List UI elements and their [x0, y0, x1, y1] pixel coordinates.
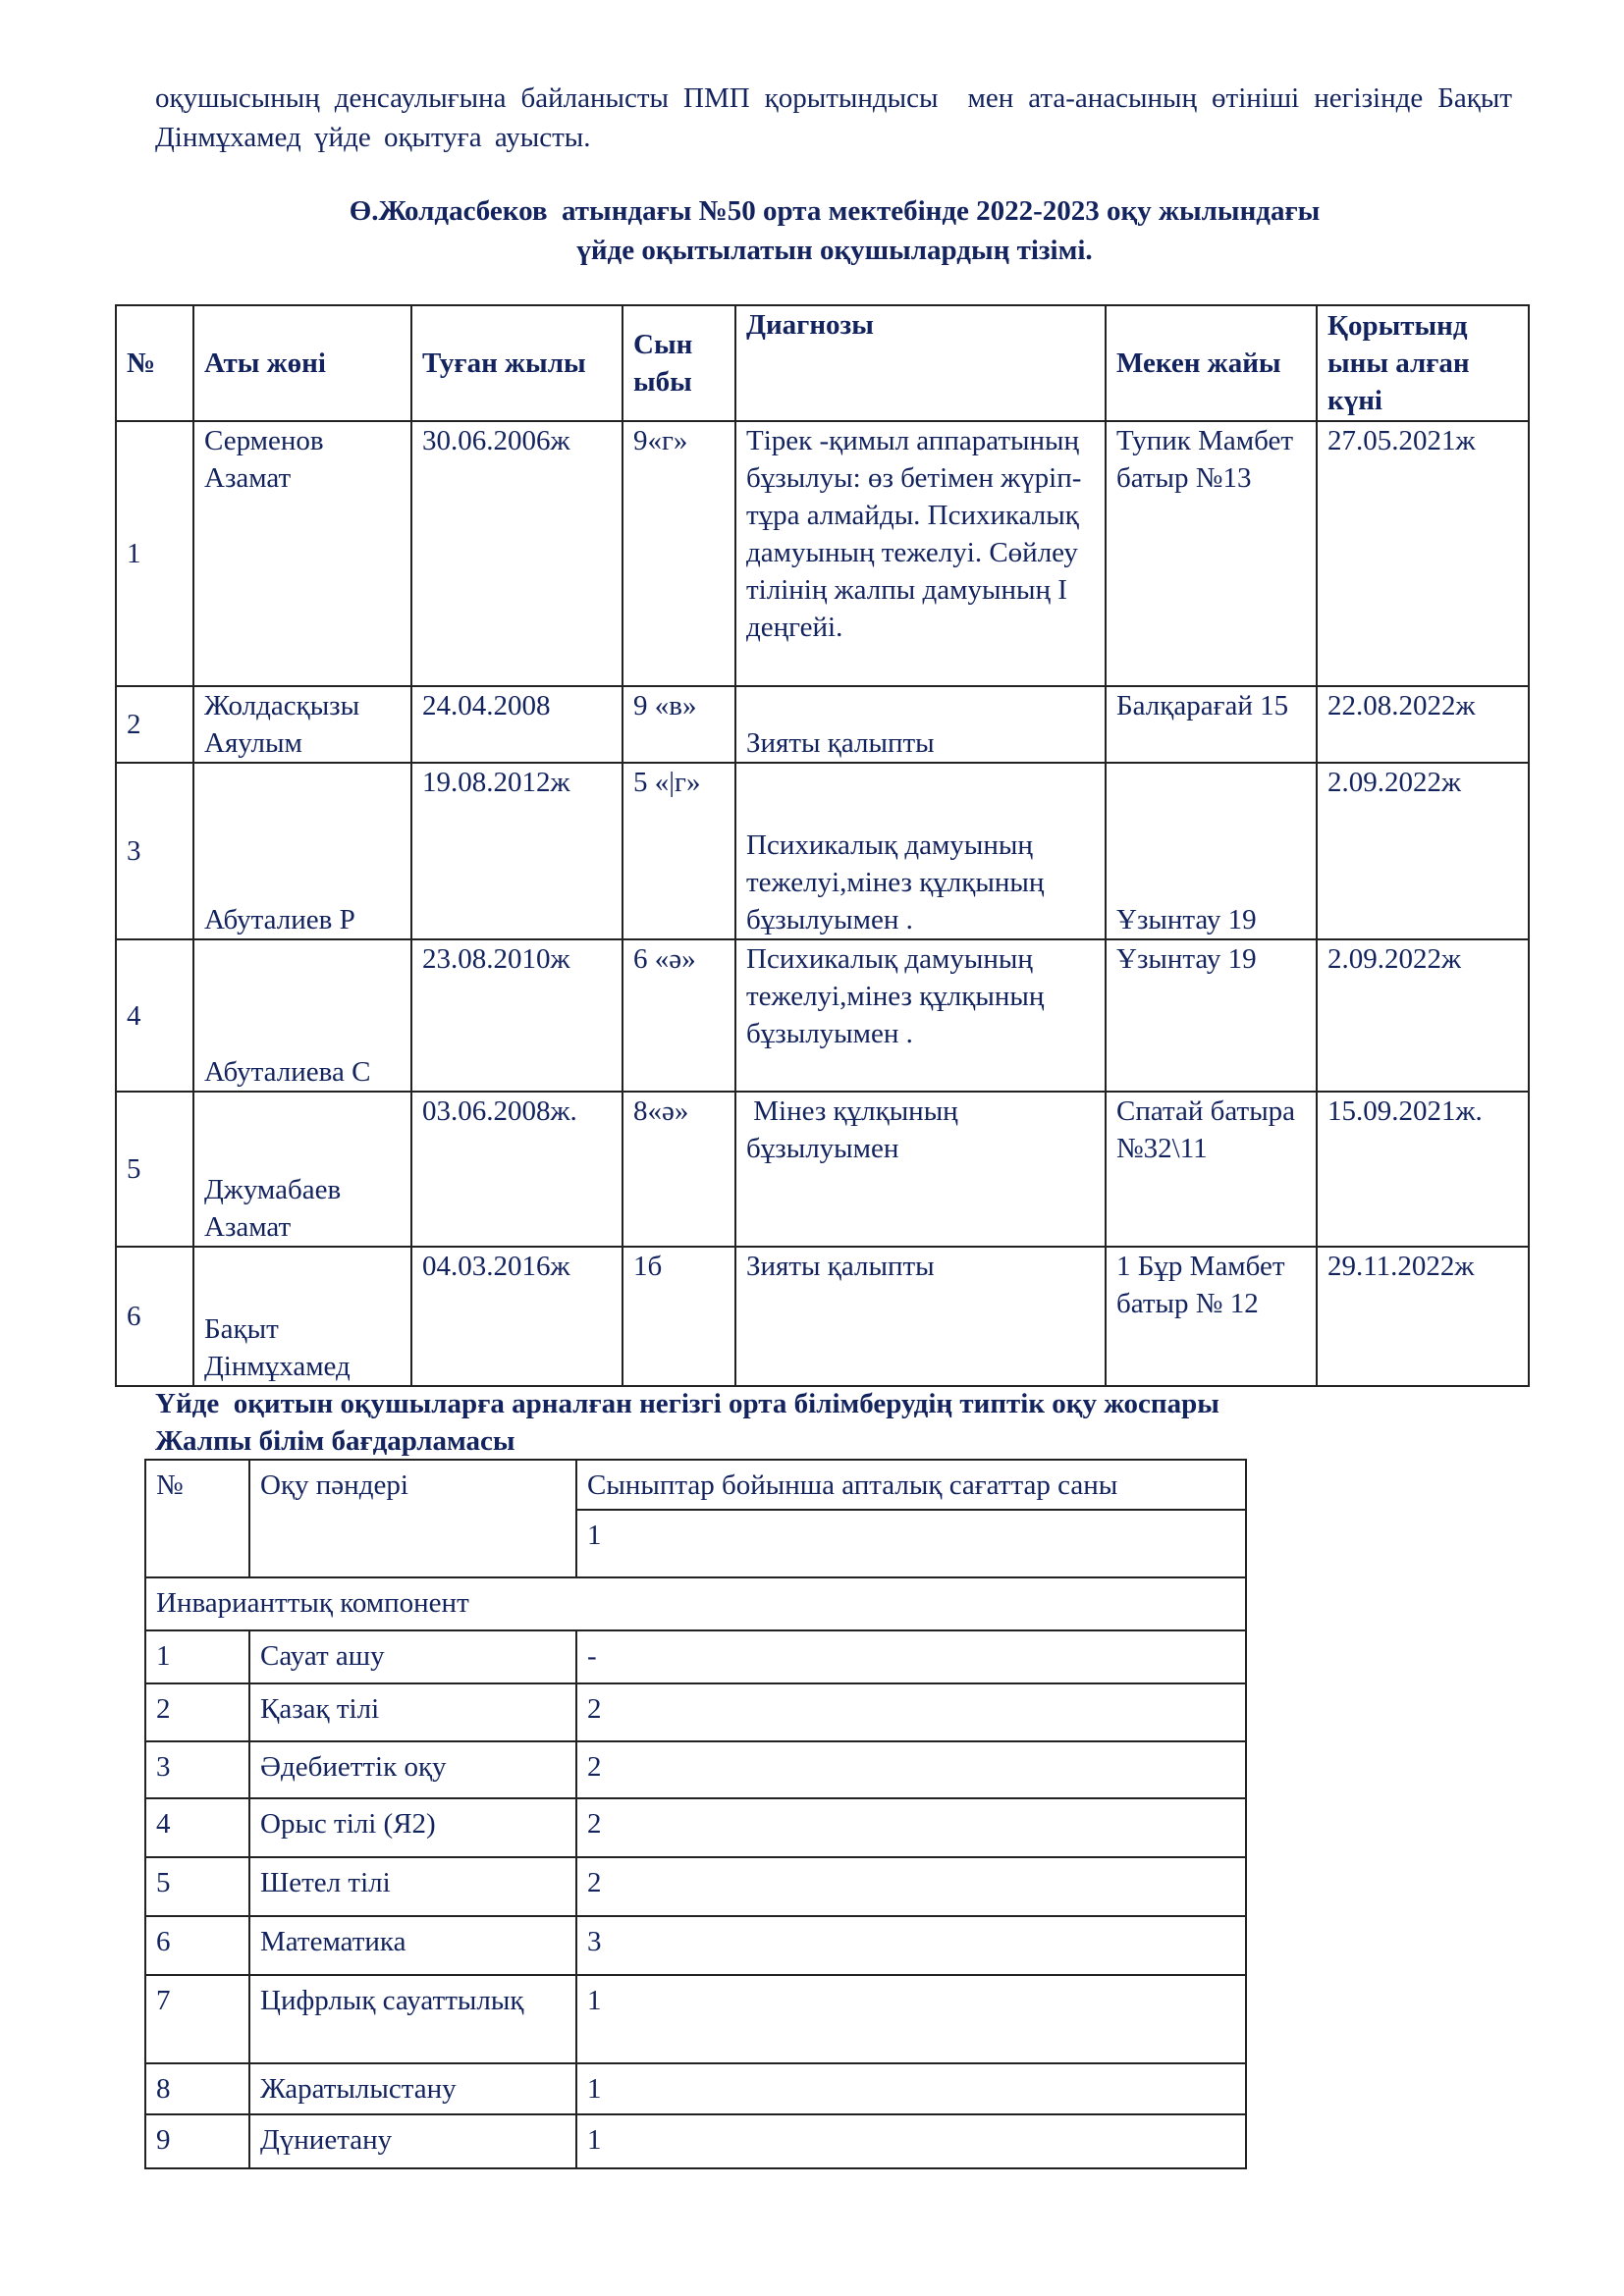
plan-header-grade: 1 — [576, 1510, 1246, 1577]
student-name: Джумабаев Азамат — [193, 1092, 411, 1247]
row-num: 2 — [116, 686, 193, 763]
table-row — [145, 1630, 1246, 1683]
plan-header-num: № — [145, 1460, 249, 1577]
table-row — [145, 1916, 1246, 1975]
table-row — [116, 763, 1529, 939]
plan-section-label: Инварианттық компонент — [145, 1577, 1246, 1630]
subject-num: 7 — [145, 1975, 249, 2063]
class: 9 «в» — [623, 686, 735, 763]
table-row — [116, 1247, 1529, 1386]
address: Ұзынтау 19 — [1106, 939, 1317, 1092]
header-class: Сын ыбы — [623, 305, 735, 421]
subject-hours: 2 — [576, 1741, 1246, 1798]
address: Балқарағай 15 — [1106, 686, 1317, 763]
table-row — [116, 1092, 1529, 1247]
class: 8«ә» — [623, 1092, 735, 1247]
address: Ұзынтау 19 — [1106, 763, 1317, 939]
row-num: 3 — [116, 763, 193, 939]
birth-date: 23.08.2010ж — [411, 939, 623, 1092]
document-title — [147, 191, 1522, 270]
address: Спатай батыра №32\11 — [1106, 1092, 1317, 1247]
subject-hours: 3 — [576, 1916, 1246, 1975]
subject-name: Математика — [249, 1916, 576, 1975]
class: 6 «ә» — [623, 939, 735, 1092]
subject-num: 5 — [145, 1857, 249, 1916]
conclusion-date: 2.09.2022ж — [1317, 939, 1529, 1092]
birth-date: 30.06.2006ж — [411, 421, 623, 686]
table-row — [145, 2114, 1246, 2168]
diagnosis: Психикалық дамуының тежелуі,мінез құлқының бұзылуымен . — [735, 763, 1106, 939]
birth-date: 24.04.2008 — [411, 686, 623, 763]
subject-name: Шетел тілі — [249, 1857, 576, 1916]
class: 5 «|г» — [623, 763, 735, 939]
diagnosis: Тірек -қимыл аппаратының бұзылуы: өз бетімен жүріп-тұра алмайды. Психикалық дамуының тежелуі. Сөйлеу тілінің жалпы дамуының І деңгейі. — [735, 421, 1106, 686]
subject-num: 1 — [145, 1630, 249, 1683]
diagnosis: Зияты қалыпты — [735, 686, 1106, 763]
conclusion-date: 29.11.2022ж — [1317, 1247, 1529, 1386]
student-name: Серменов Азамат — [193, 421, 411, 686]
subject-name: Орыс тілі (Я2) — [249, 1798, 576, 1857]
subject-name: Жаратылыстану — [249, 2063, 576, 2114]
subject-hours: 1 — [576, 1975, 1246, 2063]
header-address: Мекен жайы — [1106, 305, 1317, 421]
plan-heading-line-2: Жалпы білім бағдарламасы — [155, 1425, 515, 1457]
subject-num: 4 — [145, 1798, 249, 1857]
subject-num: 8 — [145, 2063, 249, 2114]
subject-name: Әдебиеттік оқу — [249, 1741, 576, 1798]
table-row — [145, 1975, 1246, 2063]
subject-hours: 1 — [576, 2114, 1246, 2168]
plan-header-hours: Сыныптар бойынша апталық сағаттар саны — [576, 1460, 1246, 1510]
curriculum-table — [144, 1459, 1247, 2169]
table-row — [145, 1683, 1246, 1741]
row-num: 6 — [116, 1247, 193, 1386]
subject-name: Қазақ тілі — [249, 1683, 576, 1741]
student-name: Абуталиева С — [193, 939, 411, 1092]
birth-date: 04.03.2016ж — [411, 1247, 623, 1386]
table-row — [116, 939, 1529, 1092]
student-name: Жолдасқызы Аяулым — [193, 686, 411, 763]
student-name: Бақыт Дінмұхамед — [193, 1247, 411, 1386]
class: 1б — [623, 1247, 735, 1386]
intro-paragraph: оқушысының денсаулығына байланысты ПМП қорытындысы мен ата-анасының өтініші негізінде Бақыт Дінмұхамед үйде оқытуға ауысты. — [155, 82, 1526, 153]
conclusion-date: 15.09.2021ж. — [1317, 1092, 1529, 1247]
header-conclusion-date: Қорытынд ыны алған күні — [1317, 305, 1529, 421]
subject-name: Сауат ашу — [249, 1630, 576, 1683]
conclusion-date: 22.08.2022ж — [1317, 686, 1529, 763]
plan-section-row — [145, 1577, 1246, 1630]
subject-num: 6 — [145, 1916, 249, 1975]
subject-hours: 2 — [576, 1857, 1246, 1916]
diagnosis: Зияты қалыпты — [735, 1247, 1106, 1386]
table-row — [145, 1857, 1246, 1916]
plan-heading-line-1: Үйде оқитын оқушыларға арналған негізгі орта білімберудің типтік оқу жоспары — [155, 1388, 1219, 1419]
title-line-1: Ө.Жолдасбеков атындағы №50 орта мектебінде 2022-2023 оқу жылындағы — [349, 195, 1321, 227]
table-row — [116, 421, 1529, 686]
header-name: Аты жөні — [193, 305, 411, 421]
diagnosis: Мінез құлқының бұзылуымен — [735, 1092, 1106, 1247]
subject-name: Цифрлық сауаттылық — [249, 1975, 576, 2063]
subject-num: 9 — [145, 2114, 249, 2168]
title-line-2: үйде оқытылатын оқушылардың тізімі. — [576, 235, 1093, 266]
subject-num: 3 — [145, 1741, 249, 1798]
class: 9«г» — [623, 421, 735, 686]
header-birth: Туған жылы — [411, 305, 623, 421]
plan-heading — [155, 1385, 1219, 1460]
conclusion-date: 27.05.2021ж — [1317, 421, 1529, 686]
table-row — [145, 1798, 1246, 1857]
birth-date: 19.08.2012ж — [411, 763, 623, 939]
plan-header-subject: Оқу пәндері — [249, 1460, 576, 1577]
subject-hours: 2 — [576, 1683, 1246, 1741]
subject-hours: - — [576, 1630, 1246, 1683]
table-row — [145, 2063, 1246, 2114]
subject-num: 2 — [145, 1683, 249, 1741]
header-diagnosis: Диагнозы — [735, 305, 1106, 421]
row-num: 5 — [116, 1092, 193, 1247]
subject-hours: 1 — [576, 2063, 1246, 2114]
plan-header-row — [145, 1460, 1246, 1510]
student-name: Абуталиев Р — [193, 763, 411, 939]
students-table — [115, 304, 1530, 1387]
subject-name: Дүниетану — [249, 2114, 576, 2168]
header-num: № — [116, 305, 193, 421]
diagnosis: Психикалық дамуының тежелуі,мінез құлқының бұзылуымен . — [735, 939, 1106, 1092]
students-header-row — [116, 305, 1529, 421]
row-num: 1 — [116, 421, 193, 686]
address: 1 Бұр Мамбет батыр № 12 — [1106, 1247, 1317, 1386]
conclusion-date: 2.09.2022ж — [1317, 763, 1529, 939]
row-num: 4 — [116, 939, 193, 1092]
table-row — [145, 1741, 1246, 1798]
birth-date: 03.06.2008ж. — [411, 1092, 623, 1247]
address: Тупик Мамбет батыр №13 — [1106, 421, 1317, 686]
table-row — [116, 686, 1529, 763]
subject-hours: 2 — [576, 1798, 1246, 1857]
